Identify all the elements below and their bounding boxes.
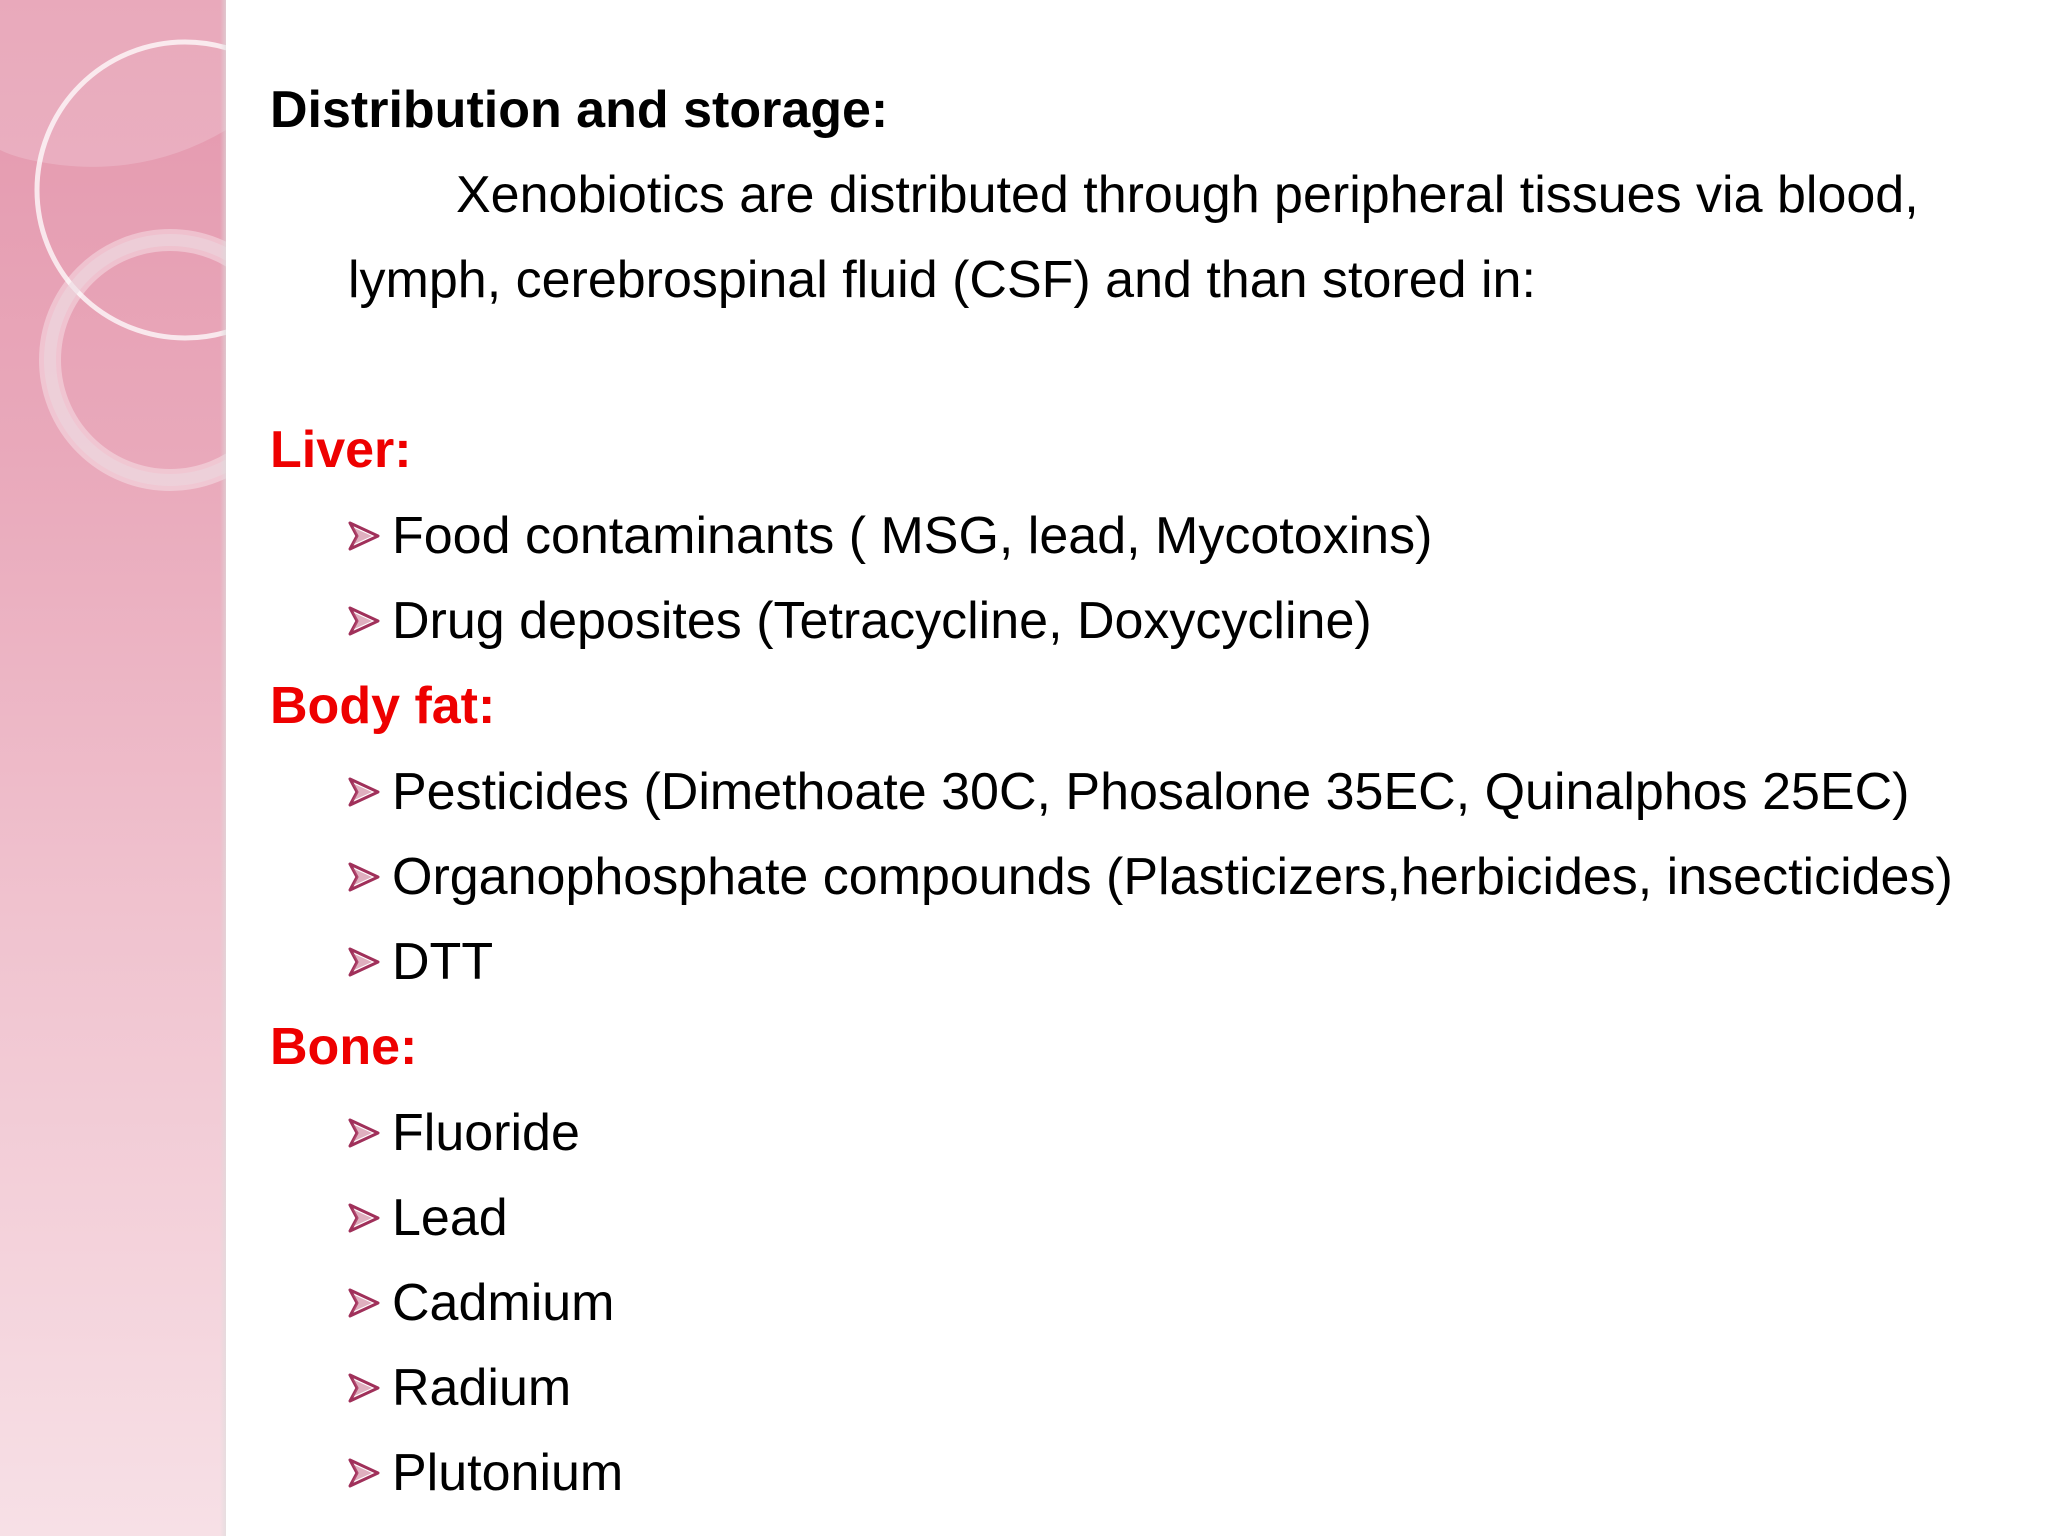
list-item (346, 1103, 580, 1163)
section-heading-body-fat: Body fat: (270, 677, 496, 735)
list-item-text: Food contaminants ( MSG, lead, Mycotoxins) (392, 507, 1433, 565)
arrow-bullet-icon (346, 603, 382, 639)
arrow-bullet-icon (346, 774, 382, 810)
decorative-side-panel (0, 0, 226, 1536)
arrow-bullet-icon (346, 859, 382, 895)
arrow-bullet-icon (346, 1115, 382, 1151)
slide-title: Distribution and storage: (270, 81, 889, 139)
list-item-text: Drug deposites (Tetracycline, Doxycycline) (392, 592, 1372, 650)
section-heading-bone: Bone: (270, 1018, 418, 1076)
list-item (346, 762, 1910, 822)
list-item-text: Radium (392, 1359, 572, 1417)
list-item-text: DTT (392, 933, 494, 991)
list-item (346, 847, 1953, 907)
slide-content (270, 0, 2040, 1536)
list-item (346, 932, 493, 992)
intro-line-1: Xenobiotics are distributed through peripheral tissues via blood, (456, 166, 1919, 224)
list-item (346, 1358, 571, 1418)
arrow-bullet-icon (346, 1285, 382, 1321)
decorative-rings (0, 0, 226, 520)
list-item-text: Fluoride (392, 1104, 580, 1162)
list-item-text: Organophosphate compounds (Plasticizers,herbicides, insecticides) (392, 848, 1953, 906)
arrow-bullet-icon (346, 1455, 382, 1491)
intro-line-2: lymph, cerebrospinal fluid (CSF) and than stored in: (348, 251, 1536, 309)
list-item-text: Pesticides (Dimethoate 30C, Phosalone 35EC, Quinalphos 25EC) (392, 763, 1910, 821)
list-item-text: Plutonium (392, 1444, 624, 1502)
list-item (346, 591, 1372, 651)
arrow-bullet-icon (346, 1370, 382, 1406)
arrow-bullet-icon (346, 1200, 382, 1236)
section-heading-liver: Liver: (270, 421, 412, 479)
list-item (346, 1273, 615, 1333)
list-item-text: Cadmium (392, 1274, 615, 1332)
list-item (346, 1188, 508, 1248)
list-item (346, 1443, 623, 1503)
list-item (346, 506, 1432, 566)
list-item-text: Lead (392, 1189, 508, 1247)
arrow-bullet-icon (346, 518, 382, 554)
arrow-bullet-icon (346, 944, 382, 980)
